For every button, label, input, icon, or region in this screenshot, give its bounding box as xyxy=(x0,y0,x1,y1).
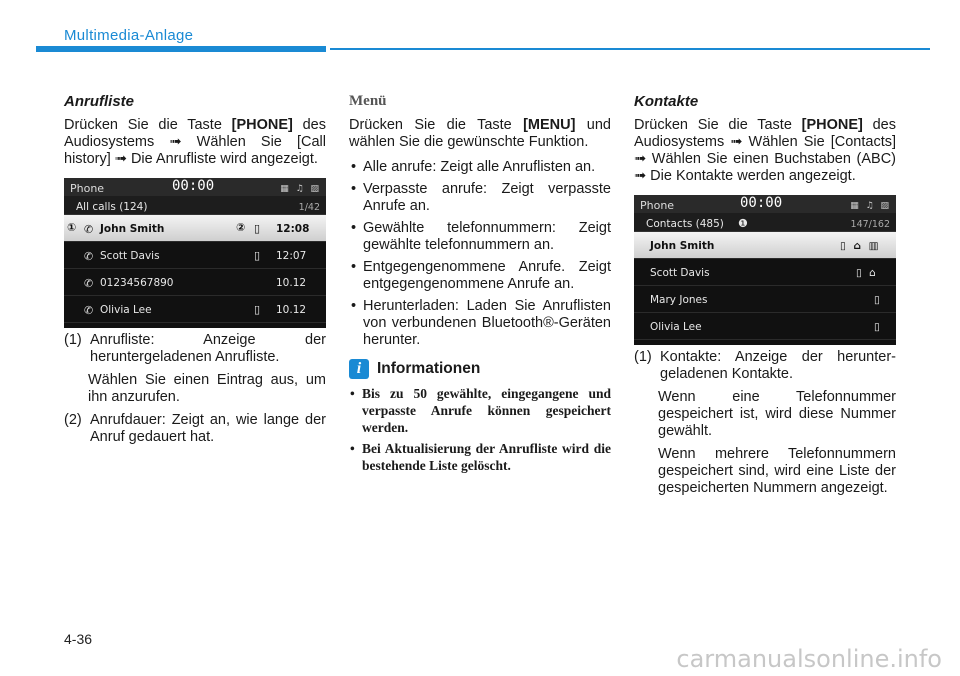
intro-paragraph xyxy=(64,117,326,168)
text: Drücken Sie die Taste xyxy=(64,117,232,133)
watermark: carmanualsonline.info xyxy=(676,645,942,673)
item-note: Wenn eine Telefonnummer gespeichert ist, wird diese Nummer gewählt. xyxy=(658,389,896,439)
mobile-icon: ▯ xyxy=(254,303,261,316)
contact-type-icons: ▯ ⌂ xyxy=(856,267,878,279)
list-item: • Alle anrufe: Zeigt alle Anruflisten an. xyxy=(351,159,596,175)
item-text: Gewählte telefonnummern: Zeigt gewählte telefonnummern an. xyxy=(363,220,611,253)
call-name: 01234567890 xyxy=(100,277,174,289)
column-menu xyxy=(349,93,611,478)
info-header xyxy=(349,359,611,379)
header-bar-thick xyxy=(36,46,326,52)
status-bar xyxy=(634,195,896,213)
item-number: (1) xyxy=(64,332,82,348)
contact-row[interactable] xyxy=(634,286,896,313)
list-title: Contacts (485) xyxy=(646,218,724,230)
info-title: Informationen xyxy=(377,360,481,377)
key-menu: [MENU] xyxy=(523,117,576,133)
list-item: • Bis zu 50 gewählte, eingegangene und verpasste Anrufe können gespeichert werden. xyxy=(350,386,611,435)
app-label: Phone xyxy=(640,199,675,212)
item-text: Verpasste anrufe: Zeigt verpasste Anrufe an. xyxy=(363,181,611,214)
item-text: Anrufdauer: Zeigt an, wie lange der Anruf gedauert hat. xyxy=(90,412,326,445)
menu-options-list xyxy=(349,159,611,349)
list-item: • Herunterladen: Laden Sie Anruflisten von verbundenen Bluetooth®-Geräten herunter. xyxy=(351,298,611,348)
item-number: (2) xyxy=(64,412,82,428)
item-text: Alle anrufe: Zeigt alle Anruflisten an. xyxy=(363,159,596,175)
phone-icon: ✆ xyxy=(84,304,94,317)
text: Drücken Sie die Taste xyxy=(349,117,524,133)
info-list xyxy=(349,385,611,474)
call-row[interactable] xyxy=(64,215,326,242)
item-text: Anrufliste: Anzeige der heruntergeladenen Anrufliste. xyxy=(90,332,326,365)
heading-menu: Menü xyxy=(349,93,387,109)
list-header xyxy=(64,196,326,215)
contact-type-icons: ▯ xyxy=(874,294,880,306)
call-row[interactable] xyxy=(64,242,326,269)
key-phone: [PHONE] xyxy=(801,117,863,133)
status-icons: ▦ ♫ ▨ xyxy=(280,184,321,194)
item-text: Bei Aktualisierung der Anrufliste wird die bestehende Liste gelöscht. xyxy=(362,441,611,473)
page-number: 4-36 xyxy=(64,631,93,647)
info-icon: i xyxy=(349,359,369,379)
contact-row[interactable] xyxy=(634,313,896,340)
list-item: • Entgegengenommene Anrufe. Zeigt entgegengenommene Anrufe an. xyxy=(351,259,611,292)
status-bar xyxy=(64,178,326,196)
call-name: Olivia Lee xyxy=(100,304,152,316)
call-history-screen xyxy=(64,178,326,328)
call-name: Scott Davis xyxy=(100,250,160,262)
marker-1: ① xyxy=(67,221,77,234)
intro-paragraph xyxy=(634,117,896,185)
call-time: 12:08 xyxy=(276,223,310,235)
list-item: • Verpasste anrufe: Zeigt verpasste Anrufe an. xyxy=(351,181,611,214)
call-time: 12:07 xyxy=(276,250,307,262)
numbered-item-1 xyxy=(634,349,896,383)
contact-row[interactable] xyxy=(634,232,896,259)
key-phone: [PHONE] xyxy=(231,117,293,133)
section-title: Multimedia-Anlage xyxy=(64,27,194,44)
contact-name: Olivia Lee xyxy=(650,321,702,333)
status-icons: ▦ ♫ ▨ xyxy=(850,201,891,211)
item-text: Herunterladen: Laden Sie Anruflisten von verbundenen Bluetooth®-Geräten herunter. xyxy=(363,298,611,348)
call-name: John Smith xyxy=(100,223,165,235)
page-count: 1/42 xyxy=(298,202,320,213)
column-call-history xyxy=(64,93,326,452)
item-note: Wählen Sie einen Eintrag aus, um ihn anzurufen. xyxy=(88,372,326,405)
item-text: Bis zu 50 gewählte, eingegangene und verpasste Anrufe können gespeichert werden. xyxy=(362,386,611,435)
numbered-item-1 xyxy=(64,332,326,366)
header-bar-thin xyxy=(330,48,930,50)
call-row[interactable] xyxy=(64,269,326,296)
clock: 00:00 xyxy=(740,195,783,211)
phone-icon: ✆ xyxy=(84,277,94,290)
phone-icon: ✆ xyxy=(84,223,94,236)
clock: 00:00 xyxy=(172,178,215,194)
item-note: Wenn mehrere Telefonnummern gespeichert sind, wird eine Liste der gespeicherten Nummern angezeigt. xyxy=(658,446,896,496)
phone-icon: ✆ xyxy=(84,250,94,263)
marker-2: ② xyxy=(236,221,246,234)
list-header xyxy=(634,213,896,232)
call-time: 10.12 xyxy=(276,277,307,289)
text: und wählen Sie die gewünschte Funktion. xyxy=(349,117,611,150)
contact-name: Scott Davis xyxy=(650,267,710,279)
text: Drücken Sie die Taste xyxy=(634,117,802,133)
intro-paragraph xyxy=(349,117,611,151)
list-item: • Bei Aktualisierung der Anrufliste wird die bestehende Liste gelöscht. xyxy=(350,441,611,473)
text: des Audiosystems ➟ Wählen Sie [Call history] ➟ Die Anrufliste wird angezeigt. xyxy=(64,117,326,167)
heading-call-history: Anrufliste xyxy=(64,93,135,110)
mobile-icon: ▯ xyxy=(254,249,261,262)
item-text: Entgegengenommene Anrufe. Zeigt entgegengenommene Anrufe an. xyxy=(363,259,611,292)
app-label: Phone xyxy=(70,182,105,195)
item-number: (1) xyxy=(634,349,652,365)
contact-row[interactable] xyxy=(634,259,896,286)
call-time: 10.12 xyxy=(276,304,307,316)
contact-type-icons: ▯ ⌂ ▥ xyxy=(840,240,881,252)
mobile-icon: ▯ xyxy=(254,222,261,235)
column-contacts xyxy=(634,93,896,503)
contact-name: John Smith xyxy=(650,240,715,252)
call-row[interactable] xyxy=(64,296,326,323)
numbered-item-2 xyxy=(64,412,326,446)
item-text: Kontakte: Anzeige der herunter-geladenen Kontakte. xyxy=(660,349,896,382)
page-count: 147/162 xyxy=(850,219,890,230)
text: des Audiosystems ➟ Wählen Sie [Contacts] ➟ Wählen Sie einen Buchstaben (ABC) ➟ Die Kontakte werden angezeigt. xyxy=(634,117,896,184)
contact-type-icons: ▯ xyxy=(874,321,880,333)
contacts-screen xyxy=(634,195,896,345)
contact-name: Mary Jones xyxy=(650,294,708,306)
list-title: All calls (124) xyxy=(76,201,148,213)
heading-contacts: Kontakte xyxy=(634,93,699,110)
list-item: • Gewählte telefonnummern: Zeigt gewählte telefonnummern an. xyxy=(351,220,611,253)
marker-1: ❶ xyxy=(738,217,748,230)
